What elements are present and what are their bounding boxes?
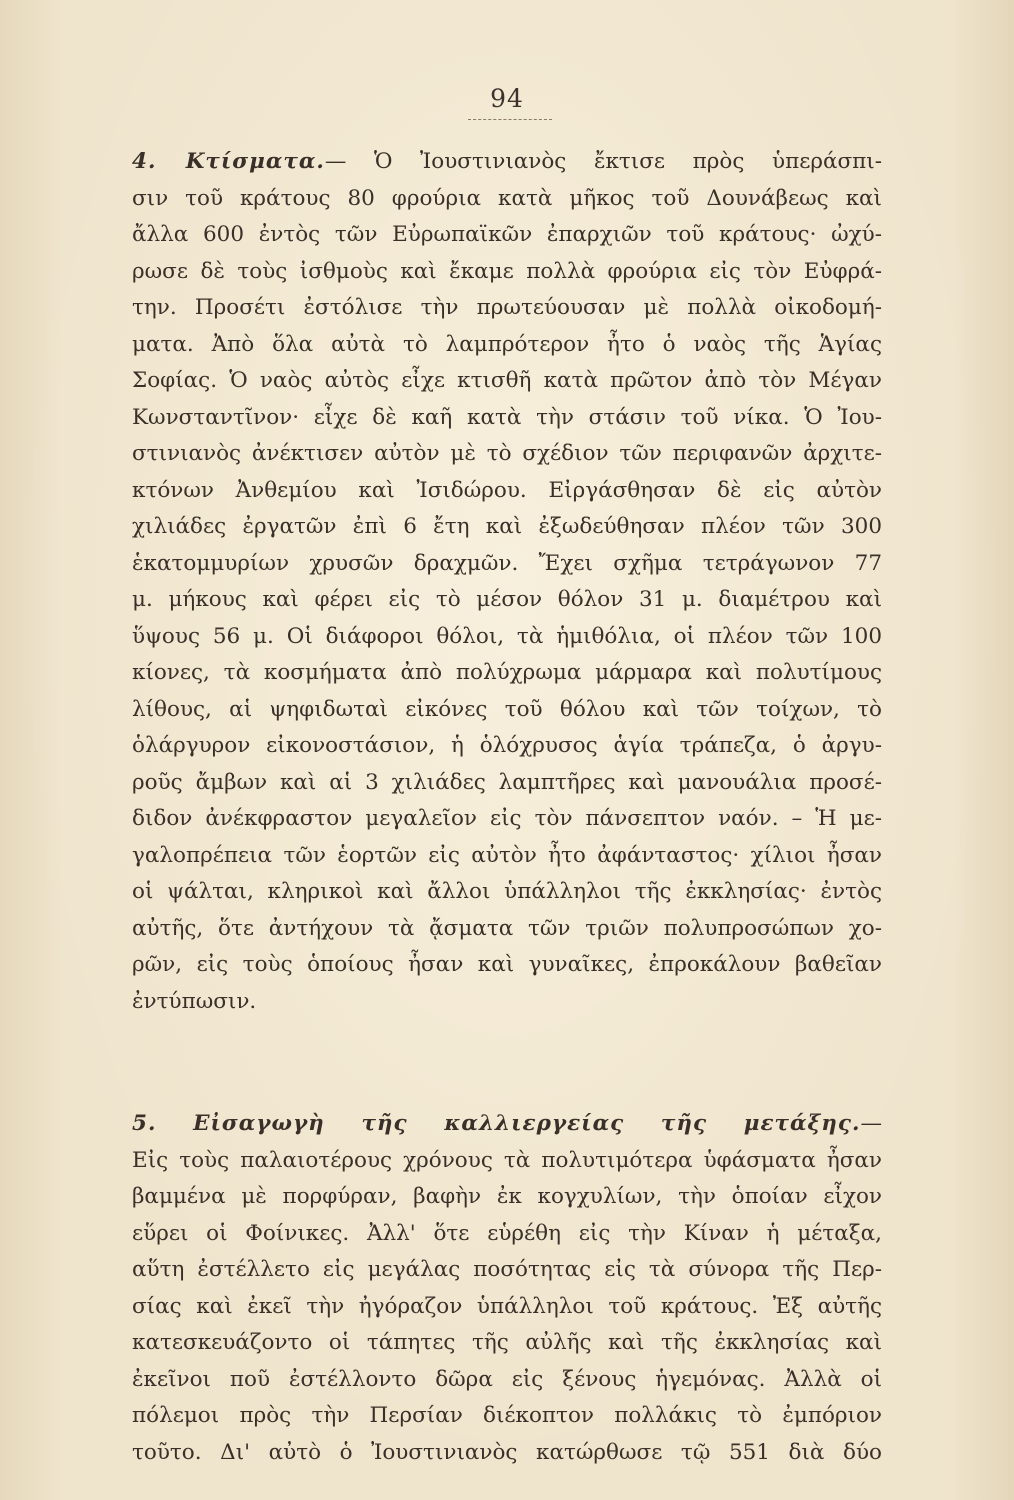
- text-line: [132, 144, 882, 181]
- section-silk: [132, 1106, 882, 1471]
- text-line: αὕτη ἐστέλλετο εἰς μεγάλας ποσότητας εἰς τὰ σύνορα τῆς Περ-: [132, 1257, 882, 1282]
- text-line: ἄλλα 600 ἐντὸς τῶν Εὐρωπαϊκῶν ἐπαρχιῶν τοῦ κράτους· ὠχύ-: [132, 222, 882, 247]
- text-line: χιλιάδες ἐργατῶν ἐπὶ 6 ἔτη καὶ ἐξωδεύθησαν πλέον τῶν 300: [132, 514, 882, 539]
- text-line: Εἰς τοὺς παλαιοτέρους χρόνους τὰ πολυτιμότερα ὑφάσματα ἦσαν: [132, 1147, 882, 1173]
- page-number: 94: [490, 84, 524, 113]
- text-line: ἐντύπωσιν.: [132, 988, 257, 1014]
- text-line: γαλοπρέπεια τῶν ἑορτῶν εἰς αὐτὸν ἦτο ἀφάνταστος· χίλιοι ἦσαν: [132, 842, 882, 868]
- text-line: στινιανὸς ἀνέκτισεν αὐτὸν μὲ τὸ σχέδιον τῶν περιφανῶν ἀρχιτε-: [132, 441, 882, 466]
- text-line: ὕψους 56 μ. Οἱ διάφοροι θόλοι, τὰ ἡμιθόλια, οἱ πλέον τῶν 100: [132, 623, 882, 649]
- page-number-rule: [468, 119, 552, 120]
- text-line: εὕρει οἱ Φοίνικες. Ἀλλ' ὅτε εὑρέθη εἰς τὴν Κίναν ἡ μέταξα,: [132, 1220, 882, 1246]
- text-line: Κωνσταντῖνον· εἶχε δὲ καῆ κατὰ τὴν στάσιν τοῦ νίκα. Ὁ Ἰου-: [132, 404, 882, 430]
- text-line: ρωσε δὲ τοὺς ἰσθμοὺς καὶ ἔκαμε πολλὰ φρούρια εἰς τὸν Εὐφρά-: [132, 258, 882, 284]
- section-heading: 5. Εἰσαγωγὴ τῆς καλλιεργείας τῆς μετάξης.: [132, 1111, 861, 1136]
- text-line: ἑκατομμυρίων χρυσῶν δραχμῶν. Ἔχει σχῆμα τετράγωνον 77: [132, 550, 882, 576]
- section-buildings: [132, 144, 882, 1020]
- text-line: μ. μήκους καὶ φέρει εἰς τὸ μέσον θόλον 31 μ. διαμέτρου καὶ: [132, 587, 882, 612]
- text-line: τοῦτο. Δι' αὐτὸ ὁ Ἰουστινιανὸς κατώρθωσε τῷ 551 διὰ δύο: [132, 1439, 882, 1465]
- text-line: διδον ἀνέκφραστον μεγαλεῖον εἰς τὸν πάνσεπτον ναόν. – Ἡ με-: [132, 806, 882, 831]
- text-line: [132, 1106, 882, 1143]
- text-line-content: — Ὁ Ἰουστινιανὸς ἔκτισε πρὸς ὑπεράσπι-: [324, 149, 882, 174]
- text-line: κτόνων Ἀνθεμίου καὶ Ἰσιδώρου. Εἰργάσθησαν δὲ εἰς αὐτὸν: [132, 477, 882, 503]
- text-line: ρῶν, εἰς τοὺς ὁποίους ἦσαν καὶ γυναῖκες, ἐπροκάλουν βαθεῖαν: [132, 952, 882, 977]
- text-line: Σοφίας. Ὁ ναὸς αὐτὸς εἶχε κτισθῆ κατὰ πρῶτον ἀπὸ τὸν Μέγαν: [132, 368, 882, 393]
- text-line: αὐτῆς, ὅτε ἀντήχουν τὰ ᾄσματα τῶν τριῶν πολυπροσώπων χο-: [132, 915, 882, 941]
- text-line: σίας καὶ ἐκεῖ τὴν ἠγόραζον ὑπάλληλοι τοῦ κράτους. Ἐξ αὐτῆς: [132, 1293, 882, 1319]
- text-line: οἱ ψάλται, κληρικοὶ καὶ ἄλλοι ὑπάλληλοι τῆς ἐκκλησίας· ἐντὸς: [132, 879, 882, 904]
- text-line: ματα. Ἀπὸ ὅλα αὐτὰ τὸ λαμπρότερον ἦτο ὁ ναὸς τῆς Ἁγίας: [132, 331, 882, 357]
- text-line: κατεσκευάζοντο οἱ τάπητες τῆς αὐλῆς καὶ τῆς ἐκκλησίας καὶ: [132, 1330, 882, 1355]
- section-heading: 4. Κτίσματα.: [132, 149, 325, 174]
- text-line: ἐκεῖνοι ποῦ ἐστέλλοντο δῶρα εἰς ξένους ἡγεμόνας. Ἀλλὰ οἱ: [132, 1366, 882, 1392]
- text-line: ροῦς ἄμβων καὶ αἱ 3 χιλιάδες λαμπτῆρες καὶ μανουάλια προσέ-: [132, 769, 882, 795]
- text-line: λίθους, αἱ ψηφιδωταὶ εἰκόνες τοῦ θόλου καὶ τῶν τοίχων, τὸ: [132, 696, 882, 722]
- text-line-content: —: [860, 1111, 882, 1136]
- text-line: ὁλάργυρον εἰκονοστάσιον, ἡ ὁλόχρυσος ἁγία τράπεζα, ὁ ἀργυ-: [132, 733, 882, 758]
- text-line: την. Προσέτι ἐστόλισε τὴν πρωτεύουσαν μὲ πολλὰ οἰκοδομή-: [132, 295, 882, 320]
- text-line: σιν τοῦ κράτους 80 φρούρια κατὰ μῆκος τοῦ Δουνάβεως καὶ: [132, 185, 882, 211]
- text-line: βαμμένα μὲ πορφύραν, βαφὴν ἐκ κογχυλίων, τὴν ὁποίαν εἶχον: [132, 1184, 882, 1209]
- text-line: κίονες, τὰ κοσμήματα ἀπὸ πολύχρωμα μάρμαρα καὶ πολυτίμους: [132, 660, 882, 685]
- text-line: πόλεμοι πρὸς τὴν Περσίαν διέκοπτον πολλάκις τὸ ἐμπόριον: [132, 1403, 882, 1428]
